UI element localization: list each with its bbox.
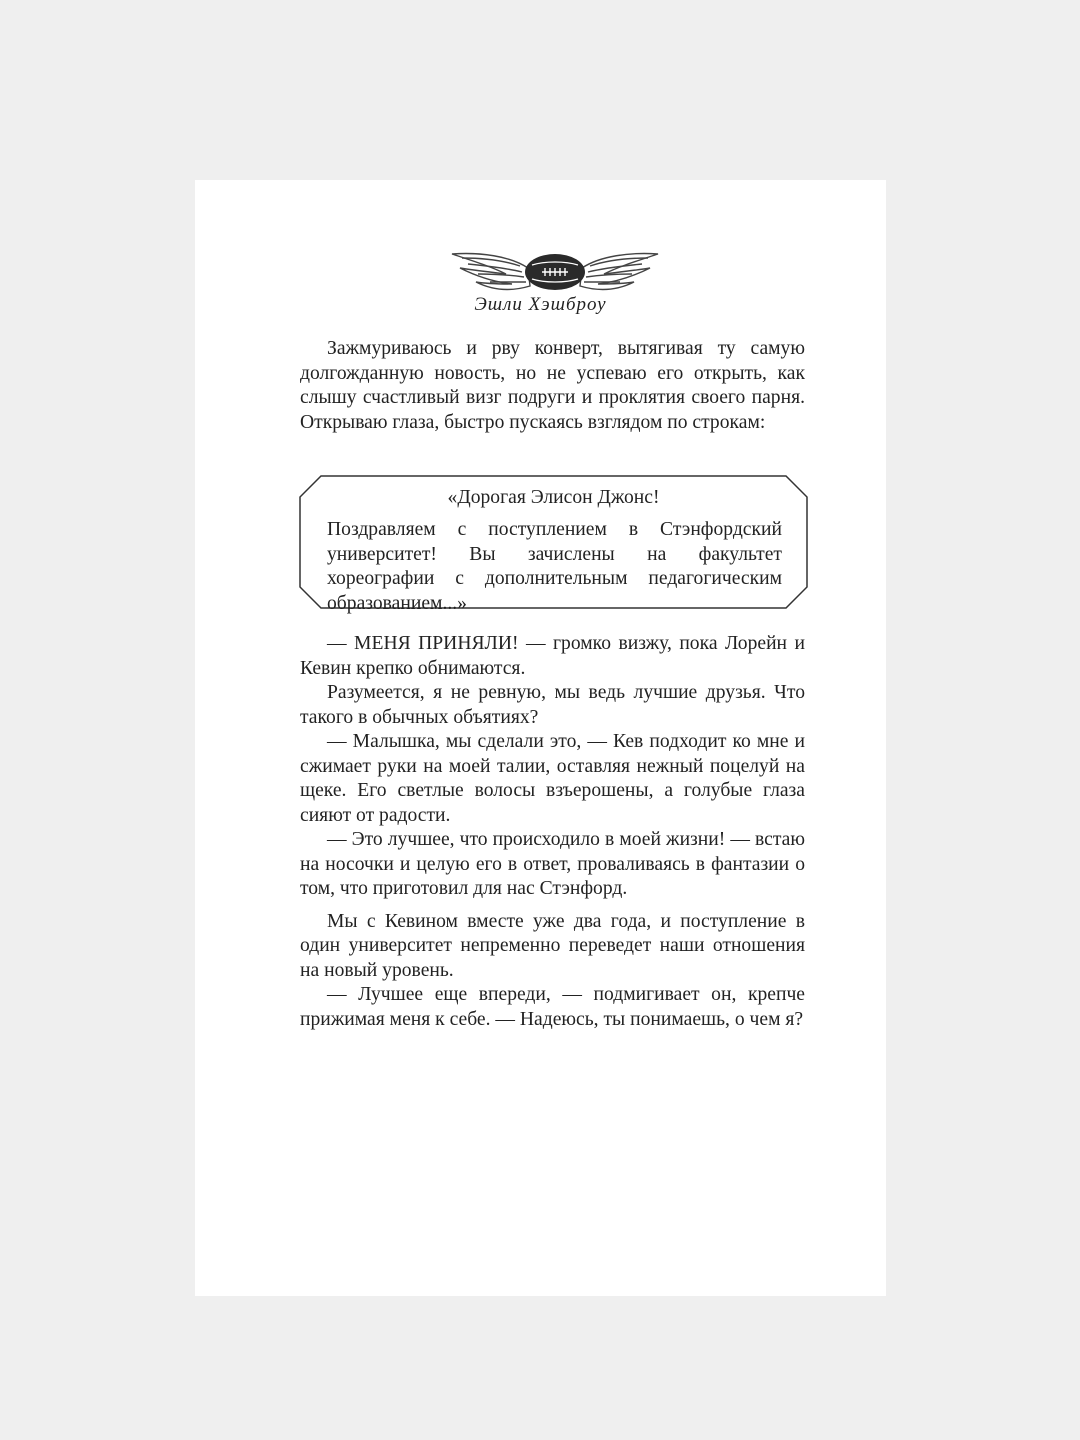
letter-body: Поздравляем с поступлением в Стэнфордский университет! Вы зачислены на факультет хореографии с дополнительным педагогическим образованием...» bbox=[327, 519, 782, 614]
winged-football-icon bbox=[450, 246, 660, 298]
intro-paragraph: Зажмуриваюсь и рву конверт, вытягивая ту самую долгожданную новость, но не успеваю его открыть, как слышу счастливый визг подруги и проклятия своего парня. Открываю глаза, быстро пускаясь взглядом по строкам: bbox=[300, 338, 805, 433]
story-paragraph: Мы с Кевином вместе уже два года, и поступление в один университет непременно переведет наши отношения на новый уровень. bbox=[300, 910, 805, 981]
intro-paragraph-block bbox=[300, 337, 805, 435]
letter-greeting: «Дорогая Элисон Джонс! bbox=[447, 487, 660, 508]
story-text bbox=[300, 632, 805, 1032]
story-paragraph: — Лучшее еще впереди, — подмигивает он, крепче прижимая меня к себе. — Надеюсь, ты понимаешь, о чем я? bbox=[300, 984, 805, 1030]
running-header-author: Эшли Хэшброу bbox=[474, 294, 607, 315]
story-paragraph: — МЕНЯ ПРИНЯЛИ! — громко визжу, пока Лорейн и Кевин крепко обнимаются. bbox=[300, 633, 805, 679]
book-page bbox=[195, 180, 886, 1296]
story-paragraph: — Это лучшее, что происходило в моей жизни! — встаю на носочки и целую его в ответ, проваливаясь в фантазии о том, что приготовил для нас Стэнфорд. bbox=[300, 829, 805, 899]
story-paragraph: — Малышка, мы сделали это, — Кев подходит ко мне и сжимает руки на моей талии, оставляя нежный поцелуй на щеке. Его светлые волосы взъерошены, а голубые глаза сияют от радости. bbox=[300, 731, 805, 826]
story-paragraph: Разумеется, я не ревную, мы ведь лучшие друзья. Что такого в обычных объятиях? bbox=[300, 682, 805, 728]
letter-frame bbox=[299, 475, 808, 614]
